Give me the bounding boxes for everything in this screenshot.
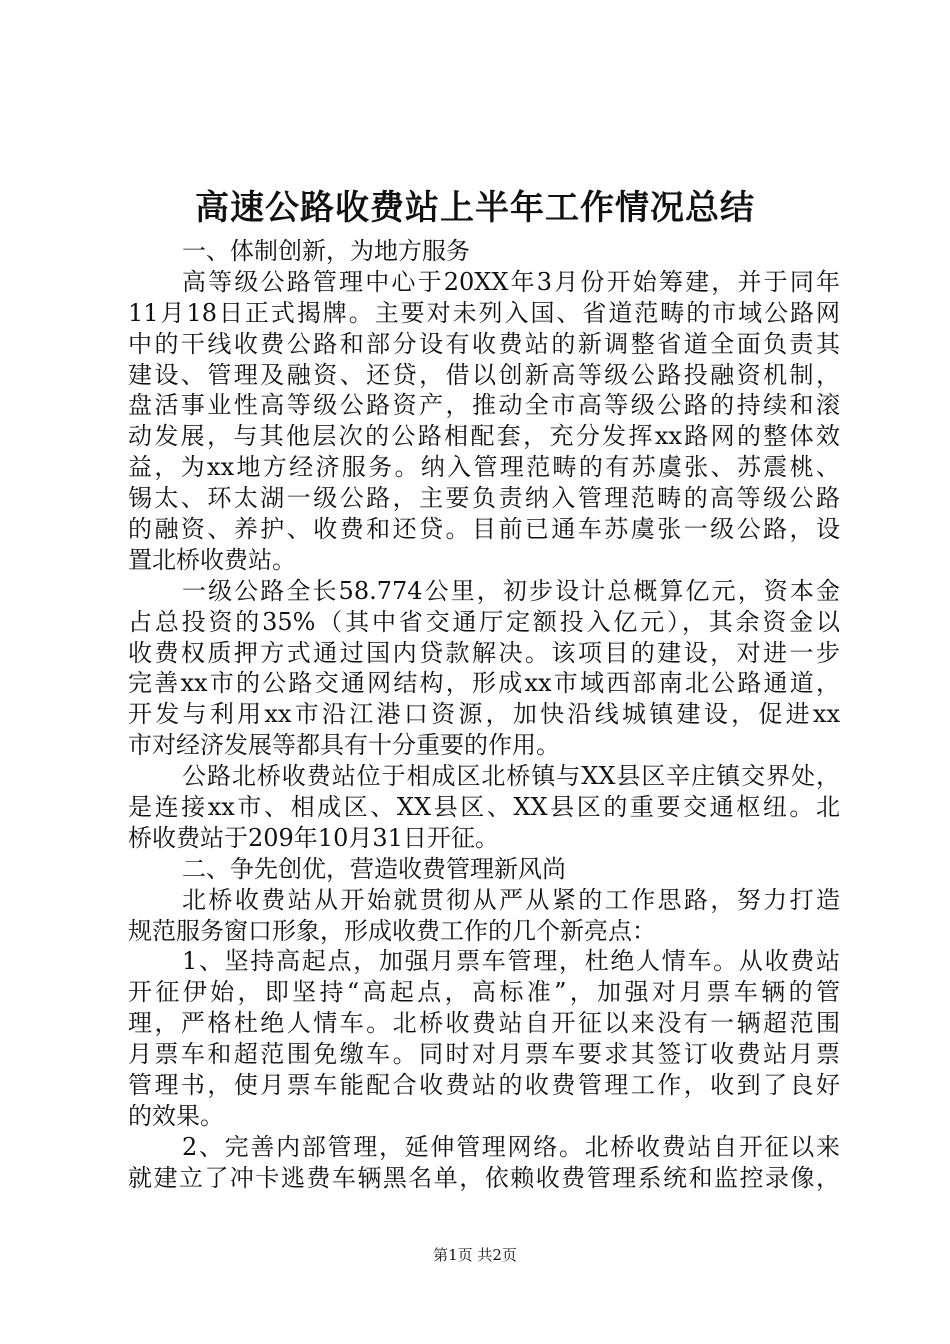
text-line: 置北桥收费站。 <box>128 545 296 574</box>
text-line: 理，严格杜绝人情车。北桥收费站自开征以来没有一辆超范围 <box>128 1009 840 1038</box>
text-line: 2、完善内部管理，延伸管理网络。北桥收费站自开征以来 <box>182 1132 840 1161</box>
text-line: 北桥收费站从开始就贯彻从严从紧的工作思路，努力打造 <box>182 885 840 914</box>
text-line: 市对经济发展等都具有十分重要的作用。 <box>128 731 560 760</box>
text-line: 占总投资的35%（其中省交通厅定额投入亿元），其余资金以 <box>128 607 840 636</box>
page-footer: 第1页 共2页 <box>433 1246 517 1264</box>
text-line: 的效果。 <box>128 1101 224 1130</box>
text-line: 就建立了冲卡逃费车辆黑名单，依赖收费管理系统和监控录像， <box>128 1163 840 1192</box>
text-line: 管理书，使月票车能配合收费站的收费管理工作，收到了良好 <box>128 1071 840 1100</box>
text-line: 盘活事业性高等级公路资产，推动全市高等级公路的持续和滚 <box>128 391 840 420</box>
text-line: 月票车和超范围免缴车。同时对月票车要求其签订收费站月票 <box>128 1040 840 1069</box>
text-line: 益，为xx地方经济服务。纳入管理范畴的有苏虞张、苏震桃、 <box>128 453 840 482</box>
text-line: 桥收费站于209年10月31日开征。 <box>128 823 499 852</box>
document-title: 高速公路收费站上半年工作情况总结 <box>195 188 755 228</box>
text-line: 是连接xx市、相成区、XX县区、XX县区的重要交通枢纽。北 <box>128 793 840 822</box>
text-line: 收费权质押方式通过国内贷款解决。该项目的建设，对进一步 <box>128 638 840 667</box>
document-body <box>128 236 840 1194</box>
text-line: 中的干线收费公路和部分设有收费站的新调整省道全面负责其 <box>128 329 840 358</box>
text-line: 建设、管理及融资、还贷，借以创新高等级公路投融资机制， <box>128 360 840 389</box>
text-line: 的融资、养护、收费和还贷。目前已通车苏虞张一级公路，设 <box>128 515 840 544</box>
text-line: 完善xx市的公路交通网结构，形成xx市域西部南北公路通道， <box>128 669 840 698</box>
text-line: 开发与利用xx市沿江港口资源，加快沿线城镇建设，促进xx <box>128 700 840 729</box>
text-line: 规范服务窗口形象，形成收费工作的几个新亮点： <box>128 916 656 945</box>
text-line: 1、坚持高起点，加强月票车管理，杜绝人情车。从收费站 <box>182 947 840 976</box>
text-line: 动发展，与其他层次的公路相配套，充分发挥xx路网的整体效 <box>128 422 840 451</box>
text-line: 锡太、环太湖一级公路，主要负责纳入管理范畴的高等级公路 <box>128 484 840 513</box>
text-line: 11月18日正式揭牌。主要对未列入国、省道范畴的市域公路网 <box>128 298 840 327</box>
text-line: 一、体制创新，为地方服务 <box>182 237 470 265</box>
text-line: 公路北桥收费站位于相成区北桥镇与XX县区辛庄镇交界处， <box>182 762 840 791</box>
text-line: 二、争先创优，营造收费管理新风尚 <box>182 854 566 883</box>
text-line: 开征伊始，即坚持“高起点，高标准”，加强对月票车辆的管 <box>128 978 840 1007</box>
text-line: 一级公路全长58.774公里，初步设计总概算亿元，资本金 <box>182 576 840 605</box>
text-line: 高等级公路管理中心于20XX年3月份开始筹建，并于同年 <box>182 267 840 296</box>
